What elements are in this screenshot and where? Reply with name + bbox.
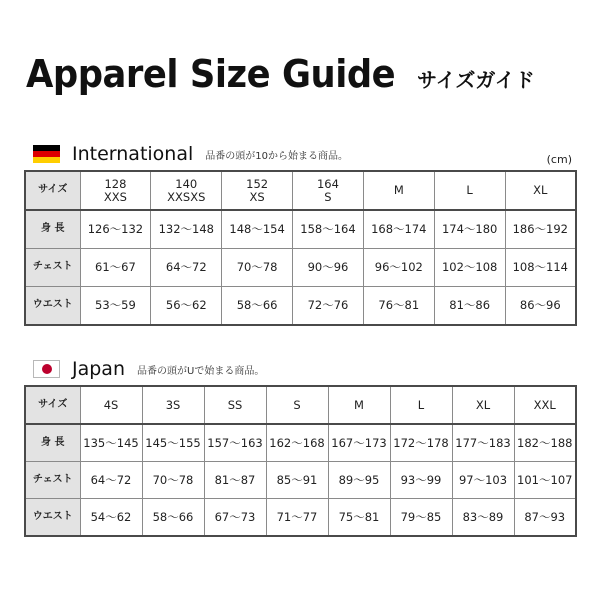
size-header: S <box>266 386 328 424</box>
row-label: チェスト <box>25 462 80 499</box>
table-cell: 71〜77 <box>266 499 328 537</box>
table-cell: 177〜183 <box>452 424 514 462</box>
table-cell: 72〜76 <box>293 287 364 326</box>
japan-heading <box>33 358 264 380</box>
table-cell: 172〜178 <box>390 424 452 462</box>
table-cell: 70〜78 <box>142 462 204 499</box>
table-cell: 145〜155 <box>142 424 204 462</box>
table-cell: 167〜173 <box>328 424 390 462</box>
japan-note: 品番の頭がUで始まる商品。 <box>137 365 265 377</box>
table-cell: 162〜168 <box>266 424 328 462</box>
japan-size-table <box>24 385 577 537</box>
international-size-table <box>24 170 577 326</box>
table-row-height <box>25 424 576 462</box>
size-header: 140 XXSXS <box>151 171 222 210</box>
table-cell: 58〜66 <box>142 499 204 537</box>
table-cell: 76〜81 <box>363 287 434 326</box>
table-cell: 157〜163 <box>204 424 266 462</box>
table-cell: 174〜180 <box>434 210 505 249</box>
table-cell: 126〜132 <box>80 210 151 249</box>
size-header: SS <box>204 386 266 424</box>
table-cell: 61〜67 <box>80 249 151 287</box>
international-title: International <box>72 143 194 165</box>
row-label: 身 長 <box>25 210 80 249</box>
table-cell: 90〜96 <box>293 249 364 287</box>
size-header: XL <box>452 386 514 424</box>
table-cell: 158〜164 <box>293 210 364 249</box>
table-header-row <box>25 171 576 210</box>
size-header: XXL <box>514 386 576 424</box>
japan-title: Japan <box>72 358 125 380</box>
japan-flag-icon <box>33 360 60 378</box>
row-label: ウエスト <box>25 287 80 326</box>
table-cell: 54〜62 <box>80 499 142 537</box>
table-cell: 97〜103 <box>452 462 514 499</box>
header-label: サイズ <box>25 171 80 210</box>
table-cell: 83〜89 <box>452 499 514 537</box>
size-header: XL <box>505 171 576 210</box>
table-cell: 87〜93 <box>514 499 576 537</box>
row-label: ウエスト <box>25 499 80 537</box>
row-label: 身 長 <box>25 424 80 462</box>
size-header: 3S <box>142 386 204 424</box>
page-title <box>26 52 535 96</box>
table-cell: 135〜145 <box>80 424 142 462</box>
table-cell: 58〜66 <box>222 287 293 326</box>
international-note: 品番の頭が10から始まる商品。 <box>205 150 348 162</box>
table-cell: 56〜62 <box>151 287 222 326</box>
size-header: M <box>363 171 434 210</box>
table-cell: 148〜154 <box>222 210 293 249</box>
size-header: 152 XS <box>222 171 293 210</box>
size-header: 164 S <box>293 171 364 210</box>
table-cell: 75〜81 <box>328 499 390 537</box>
row-label: チェスト <box>25 249 80 287</box>
table-row-chest <box>25 249 576 287</box>
table-cell: 81〜87 <box>204 462 266 499</box>
table-cell: 182〜188 <box>514 424 576 462</box>
title-sub: サイズガイド <box>416 68 535 92</box>
title-main: Apparel Size Guide <box>26 52 396 96</box>
table-cell: 168〜174 <box>363 210 434 249</box>
table-row-chest <box>25 462 576 499</box>
table-cell: 79〜85 <box>390 499 452 537</box>
table-cell: 101〜107 <box>514 462 576 499</box>
table-cell: 67〜73 <box>204 499 266 537</box>
size-header: L <box>390 386 452 424</box>
table-row-waist <box>25 499 576 537</box>
table-cell: 89〜95 <box>328 462 390 499</box>
table-row-height <box>25 210 576 249</box>
german-flag-icon <box>33 145 60 163</box>
table-cell: 132〜148 <box>151 210 222 249</box>
table-cell: 102〜108 <box>434 249 505 287</box>
size-header: M <box>328 386 390 424</box>
table-cell: 64〜72 <box>151 249 222 287</box>
table-row-waist <box>25 287 576 326</box>
table-cell: 70〜78 <box>222 249 293 287</box>
table-cell: 85〜91 <box>266 462 328 499</box>
header-label: サイズ <box>25 386 80 424</box>
table-header-row <box>25 386 576 424</box>
table-cell: 81〜86 <box>434 287 505 326</box>
table-cell: 64〜72 <box>80 462 142 499</box>
size-header: 4S <box>80 386 142 424</box>
size-header: 128 XXS <box>80 171 151 210</box>
table-cell: 108〜114 <box>505 249 576 287</box>
table-cell: 93〜99 <box>390 462 452 499</box>
table-cell: 186〜192 <box>505 210 576 249</box>
table-cell: 96〜102 <box>363 249 434 287</box>
unit-label: (cm) <box>546 153 572 166</box>
size-header: L <box>434 171 505 210</box>
table-cell: 86〜96 <box>505 287 576 326</box>
table-cell: 53〜59 <box>80 287 151 326</box>
international-heading <box>33 143 348 165</box>
